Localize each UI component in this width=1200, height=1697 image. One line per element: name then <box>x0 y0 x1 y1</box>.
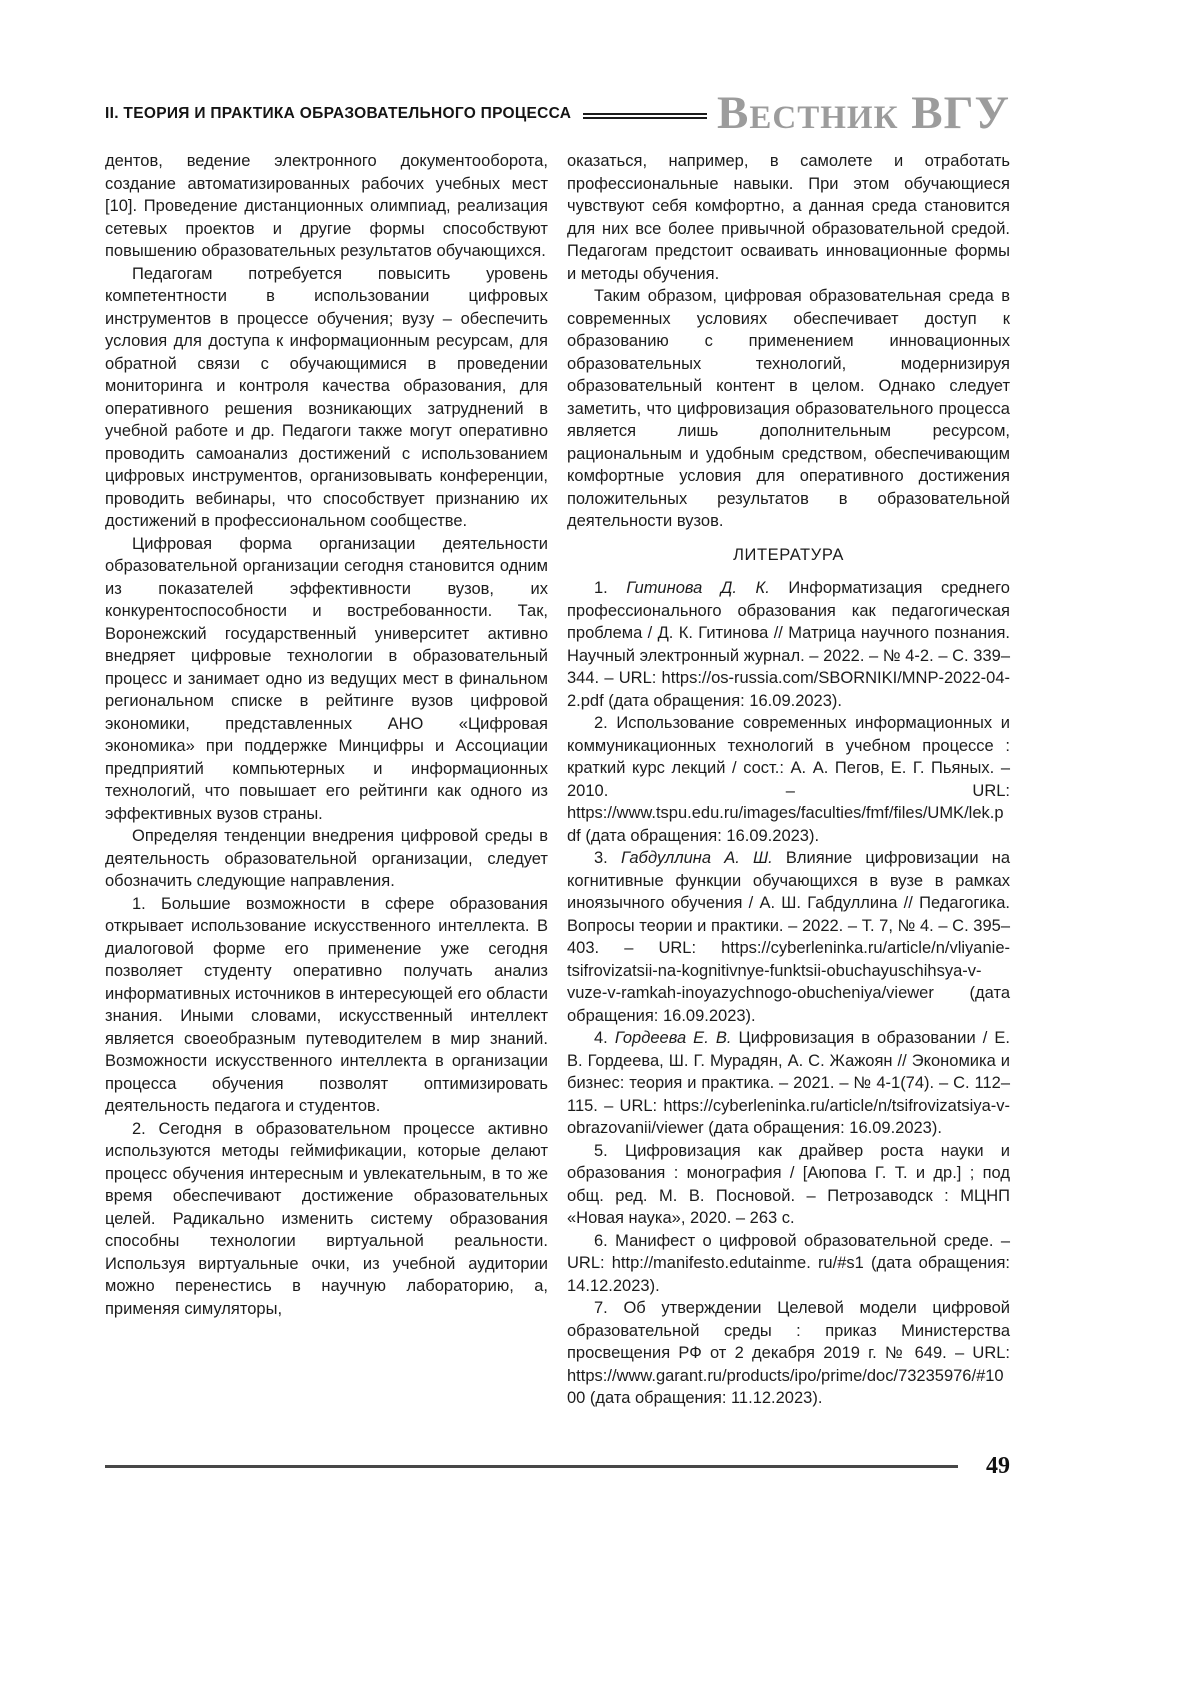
footer-rule <box>105 1465 958 1468</box>
reference-item <box>567 847 1010 1027</box>
paragraph: 1. Большие возможности в сфере образования открывает использование искусственного интеллекта. В диалоговой форме его применение уже сегодня позволяет студенту оперативно получать анализ информативных источников в интересующей его области знания. Иными словами, искусственный интеллект является своеобразным путеводителем в мир знаний. Возможности искусственного интеллекта в организации процесса обучения позволят оптимизировать деятельность педагога и студентов. <box>105 894 548 1115</box>
reference-number: 3. <box>594 849 608 867</box>
reference-author: Габдуллина А. Ш. <box>620 849 773 867</box>
page-header <box>105 87 1010 139</box>
right-column <box>567 150 1010 1410</box>
reference-item <box>567 1140 1010 1230</box>
paragraph: Педагогам потребуется повысить уровень компетентности в использовании цифровых инструментов в процессе обучения; вузу – обеспечить условия для доступа к информационным ресурсам, для обратной связи с обучающимися в проведении мониторинга и контроля качества образования, для оперативного решения возникающих затруднений в учебной работе и др. Педагоги также могут оперативно проводить самоанализ достижений с использованием цифровых инструментов, организовывать конференции, проводить вебинары, что способствует признанию их достижений в профессиональном сообществе. <box>105 264 548 530</box>
page-footer <box>105 1450 1010 1482</box>
reference-number: 6. <box>594 1231 608 1250</box>
reference-number: 1. <box>594 579 608 597</box>
paragraph: Цифровая форма организации деятельности образовательной организации сегодня становится одним из показателей эффективности вузов, их конкурентоспособности и востребованности. Так, Воронежский государственный университет активно внедряет цифровые технологии в образовательный процесс и занимает одно из ведущих мест в финальном региональном списке в рейтинге вузов цифровой экономики, представленных АНО «Цифровая экономика» при поддержке Минцифры и Ассоциации предприятий компьютерных и информационных технологий, что повышает его рейтинги как одного из эффективных вузов страны. <box>105 534 548 823</box>
running-title: II. ТЕОРИЯ И ПРАКТИКА ОБРАЗОВАТЕЛЬНОГО ПРОЦЕССА <box>105 104 572 122</box>
reference-text: Об утверждении Целевой модели цифровой образовательной среды : приказ Министерства просвещения РФ от 2 декабря 2019 г. № 649. – URL: https://www.garant.ru/products/ipo/prime/doc/73235976/#1000 (дата обращения: 11.12.2023). <box>567 1299 1010 1407</box>
paragraph: дентов, ведение электронного документооборота, создание автоматизированных рабочих учебных мест [10]. Проведение дистанционных олимпиад, реализация сетевых проектов и другие формы способствуют повышению образовательных результатов обучающихся. <box>105 152 548 260</box>
reference-item <box>567 1230 1010 1298</box>
reference-number: 4. <box>594 1029 608 1047</box>
page-number: 49 <box>986 1452 1010 1479</box>
paragraph: Таким образом, цифровая образовательная среда в современных условиях обеспечивает доступ к образованию с применением инновационных образовательных технологий, модернизируя образовательный контент в целом. Однако следует заметить, что цифровизация образовательного процесса является лишь дополнительным ресурсом, рациональным и удобным средством, обеспечивающим комфортные условия для оперативного достижения положительных результатов в образовательной деятельности вузов. <box>567 287 1010 530</box>
reference-number: 5. <box>594 1141 608 1160</box>
reference-number: 2. <box>594 714 608 732</box>
paragraph: 2. Сегодня в образовательном процессе активно используются методы геймификации, которые делают процесс обучения интересным и увлекательным, в то же время обеспечивают достижение образовательных целей. Радикально изменить систему образования способны технологии виртуальной реальности. Используя виртуальные очки, из учебной аудитории можно перенестись в научную лабораторию, а, применяя симуляторы, <box>105 1119 548 1318</box>
reference-item <box>567 577 1010 712</box>
literature-heading: ЛИТЕРАТУРА <box>733 545 844 564</box>
reference-author: Гордеева Е. В. <box>614 1029 732 1047</box>
reference-text: Использование современных информационных и коммуникационных технологий в учебном процессе : краткий курс лекций / сост.: А. А. Пегов, Е. Г. Пьяных. – 2010. – URL: https://www.tspu.edu.ru/images/faculties/fmf/files/UMK/lek.pdf (дата обращения: 16.09.2023). <box>567 714 1010 845</box>
reference-item <box>567 1297 1010 1410</box>
journal-logo: Вестник ВГУ <box>717 87 1010 139</box>
reference-text: Манифест о цифровой образовательной среде. – URL: http://manifesto.edutainme. ru/#s1 (дата обращения: 14.12.2023). <box>567 1231 1010 1295</box>
paragraph: Определяя тенденции внедрения цифровой среды в деятельность образовательной организации, следует обозначить следующие направления. <box>105 827 548 890</box>
article-body <box>105 150 1010 1410</box>
header-double-rule <box>583 113 707 119</box>
reference-text: Цифровизация как драйвер роста науки и образования : монография / [Аюпова Г. Т. и др.] ; под общ. ред. М. В. Посновой. – Петрозаводск : МЦНП «Новая наука», 2020. – 263 с. <box>567 1141 1010 1227</box>
left-column <box>105 150 548 1410</box>
reference-text: Цифровизация в образовании / Е. В. Гордеева, Ш. Г. Мурадян, А. С. Жажоян // Экономика и бизнес: теория и практика. – 2021. – № 4-1(74). – С. 112–115. – URL: https://cyberleninka.ru/article/n/tsifrovizatsiya-v-obrazovanii/viewer (дата обращения: 16.09.2023). <box>567 1029 1010 1137</box>
reference-text: Информатизация среднего профессионального образования как педагогическая проблема / Д. К. Гитинова // Матрица научного познания. Научный электронный журнал. – 2022. – № 4-2. – С. 339–344. – URL: https://os-russia.com/SBORNIKI/MNP-2022-04-2.pdf (дата обращения: 16.09.2023). <box>567 579 1010 710</box>
reference-number: 7. <box>594 1299 608 1317</box>
paragraph: оказаться, например, в самолете и отработать профессиональные навыки. При этом обучающиеся чувствуют себя комфортно, а данная среда становится для них все более привычной образовательной средой. Педагогам предстоит осваивать инновационные формы и методы обучения. <box>567 152 1010 283</box>
reference-author: Гитинова Д. К. <box>626 579 770 597</box>
reference-item <box>567 1027 1010 1140</box>
reference-text: Влияние цифровизации на когнитивные функции обучающихся в вузе в рамках иноязычного обучения / А. Ш. Габдуллина // Педагогика. Вопросы теории и практики. – 2022. – Т. 7, № 4. – С. 395–403. – URL: https://cyberleninka.ru/article/n/vliyanie-tsifrovizatsii-na-kognitivnye-funktsii-obuchayuschihsya-v-vuze-v-ramkah-inoyazychnogo-obucheniya/viewer (дата обращения: 16.09.2023). <box>567 849 1011 1025</box>
reference-item <box>567 712 1010 847</box>
